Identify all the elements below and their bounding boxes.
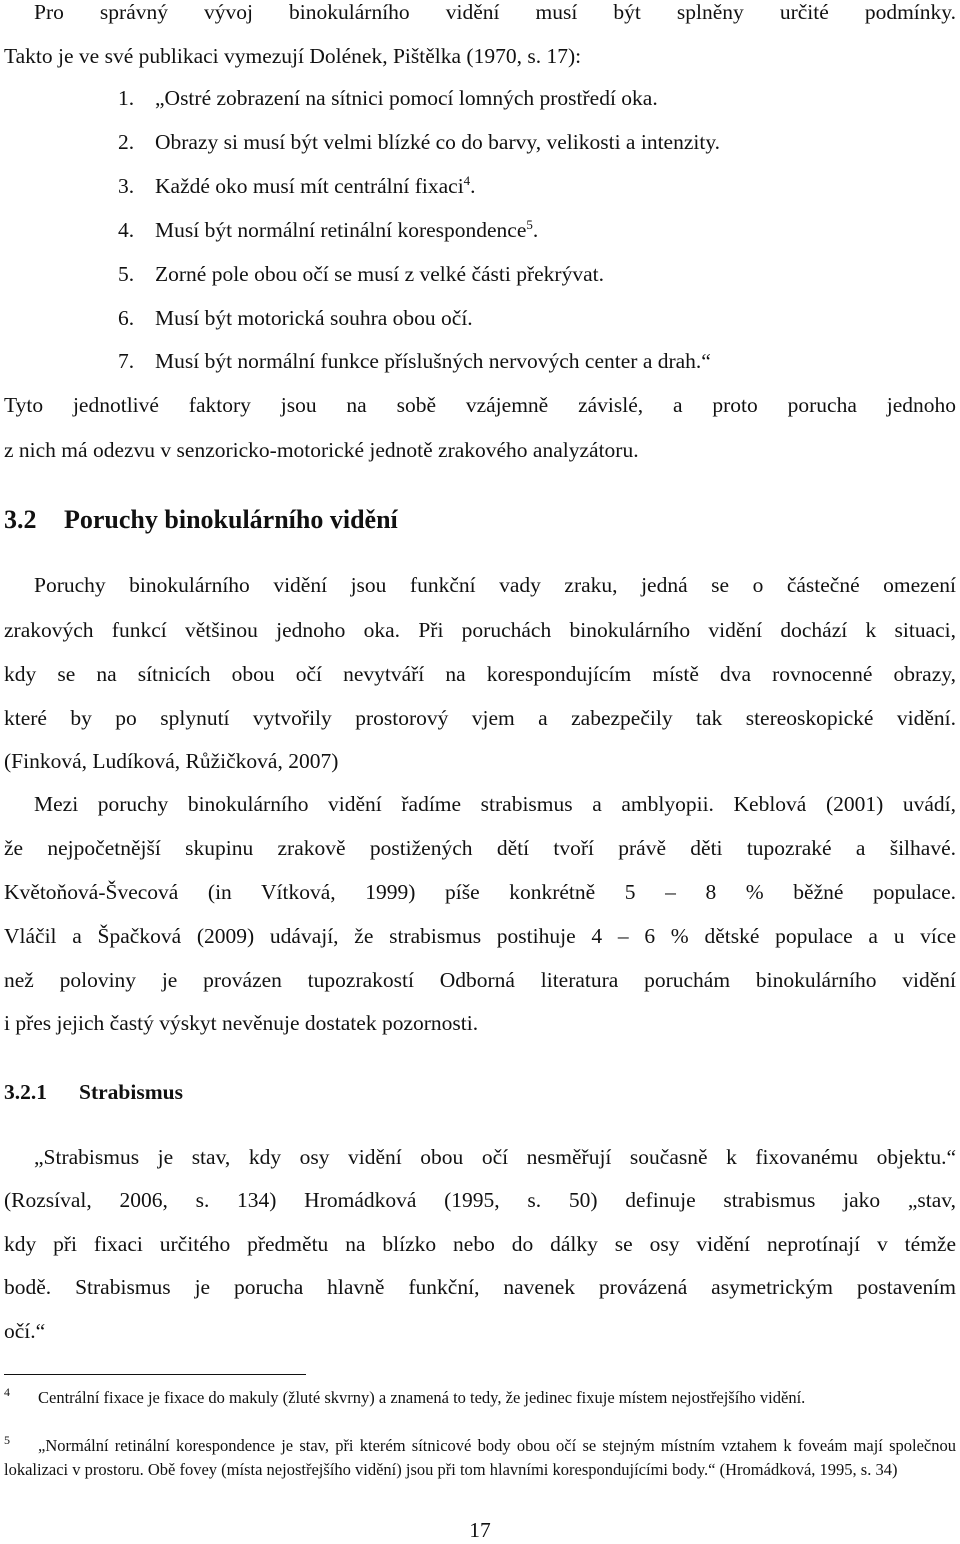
list-item — [118, 164, 476, 208]
list-item-tail: . — [470, 174, 476, 198]
strabismus-line-1: Mezi poruchy binokulárního vidění řadíme strabismus a amblyopii. Keblová (2001) uvádí, — [34, 792, 956, 816]
disorders-line-4: které by po splynutí vytvořily prostorový vjem a zabezpečily tak stereoskopické vidění. — [4, 706, 956, 730]
intro-line-1: Pro správný vývoj binokulárního vidění musí být splněny určité podmínky. — [34, 0, 956, 24]
footnote-mark: 4 — [4, 1385, 10, 1399]
definition-line-4: bodě. Strabismus je porucha hlavně funkční, navenek provázená asymetrickým postavením — [4, 1275, 956, 1299]
list-item-number: 1. — [118, 86, 135, 110]
footnote-ref-5[interactable]: 5 — [526, 216, 533, 232]
list-item — [118, 296, 473, 340]
factors-line-1: Tyto jednotlivé faktory jsou na sobě vzájemně závislé, a proto porucha jednoho — [4, 393, 956, 417]
footnote-separator — [4, 1374, 306, 1375]
strabismus-line-6: i přes jejich častý výskyt nevěnuje dostatek pozornosti. — [4, 1011, 479, 1035]
definition-line-3: kdy při fixaci určitého předmětu na blízko nebo do dálky se osy vidění neprotínají v témže — [4, 1232, 956, 1256]
footnote-text: „Normální retinální korespondence je stav, při kterém sítnicové body obou očí se stejným místním vztahem k foveám mají společnou lokalizaci v prostoru. Obě fovey (místa nejostřejšího vidění) jsou při tom hlavními korespondujícími body.“ (Hromádková, 1995, s. 34) — [4, 1436, 956, 1479]
list-item-number: 4. — [118, 218, 135, 242]
strabismus-line-3: Květoňová-Švecová (in Vítková, 1999) píše konkrétně 5 – 8 % běžné populace. — [4, 880, 956, 904]
footnote-mark: 5 — [4, 1433, 10, 1447]
definition-line-1: „Strabismus je stav, kdy osy vidění obou očí nesměřují současně k fixovanému objektu.“ — [34, 1145, 956, 1169]
list-item-number: 3. — [118, 174, 135, 198]
list-item-text: Obrazy si musí být velmi blízké co do barvy, velikosti a intenzity. — [155, 130, 721, 154]
page-number: 17 — [469, 1518, 491, 1542]
disorders-line-3: kdy se na sítnicích obou očí nevytváří na korespondujícím místě dva rovnocenné obrazy, — [4, 662, 956, 686]
footnote-4 — [4, 1386, 956, 1410]
disorders-line-2: zrakových funkcí většinou jednoho oka. Při poruchách binokulárního vidění dochází k situaci, — [4, 618, 956, 642]
section-number: 3.2 — [4, 505, 37, 534]
disorders-line-1: Poruchy binokulárního vidění jsou funkční vady zraku, jedná se o částečné omezení — [34, 573, 956, 597]
list-item-text: Musí být normální funkce příslušných nervových center a drah.“ — [155, 349, 711, 373]
factors-line-2: z nich má odezvu v senzoricko-motorické jednotě zrakového analyzátoru. — [4, 438, 639, 462]
section-heading — [4, 502, 398, 538]
strabismus-line-5: než poloviny je provázen tupozrakostí Odborná literatura poruchám binokulárního vidění — [4, 968, 956, 992]
strabismus-line-4: Vláčil a Špačková (2009) udávají, že strabismus postihuje 4 – 6 % dětské populace a u více — [4, 924, 956, 948]
subsection-heading — [4, 1074, 183, 1110]
list-item — [118, 208, 538, 252]
list-item — [118, 252, 604, 296]
footnote-ref-4[interactable]: 4 — [463, 172, 471, 188]
list-item-text: Musí být normální retinální korespondence — [155, 218, 527, 242]
footnote-5 — [4, 1434, 956, 1482]
list-item-number: 2. — [118, 130, 135, 154]
strabismus-line-2: že nejpočetnější skupinu zrakově postižených dětí tvoří právě děti tupozraké a šilhavé. — [4, 836, 956, 860]
list-item-text: Zorné pole obou očí se musí z velké části překrývat. — [155, 262, 604, 286]
definition-line-5: očí.“ — [4, 1319, 46, 1343]
list-item-number: 5. — [118, 262, 135, 286]
list-item — [118, 76, 658, 120]
list-item-tail: . — [532, 218, 539, 242]
subsection-title: Strabismus — [79, 1080, 183, 1104]
intro-line-2: Takto je ve své publikaci vymezují Dolének, Pištělka (1970, s. 17): — [4, 44, 582, 68]
list-item-text: Musí být motorická souhra obou očí. — [155, 306, 473, 330]
footnote-text: Centrální fixace je fixace do makuly (žluté skvrny) a znamená to tedy, že jedinec fixuje místem nejostřejšího vidění. — [38, 1388, 806, 1407]
list-item-number: 7. — [118, 349, 135, 373]
definition-line-2: (Rozsíval, 2006, s. 134) Hromádková (1995, s. 50) definuje strabismus jako „stav, — [4, 1188, 956, 1212]
section-title: Poruchy binokulárního vidění — [64, 505, 398, 534]
list-item-number: 6. — [118, 306, 135, 330]
list-item-text: Každé oko musí mít centrální fixaci — [155, 174, 464, 198]
list-item-text: „Ostré zobrazení na sítnici pomocí lomných prostředí oka. — [155, 86, 658, 110]
list-item — [118, 339, 711, 383]
list-item — [118, 120, 720, 164]
disorders-line-5: (Finková, Ludíková, Růžičková, 2007) — [4, 749, 339, 773]
subsection-number: 3.2.1 — [4, 1080, 47, 1104]
